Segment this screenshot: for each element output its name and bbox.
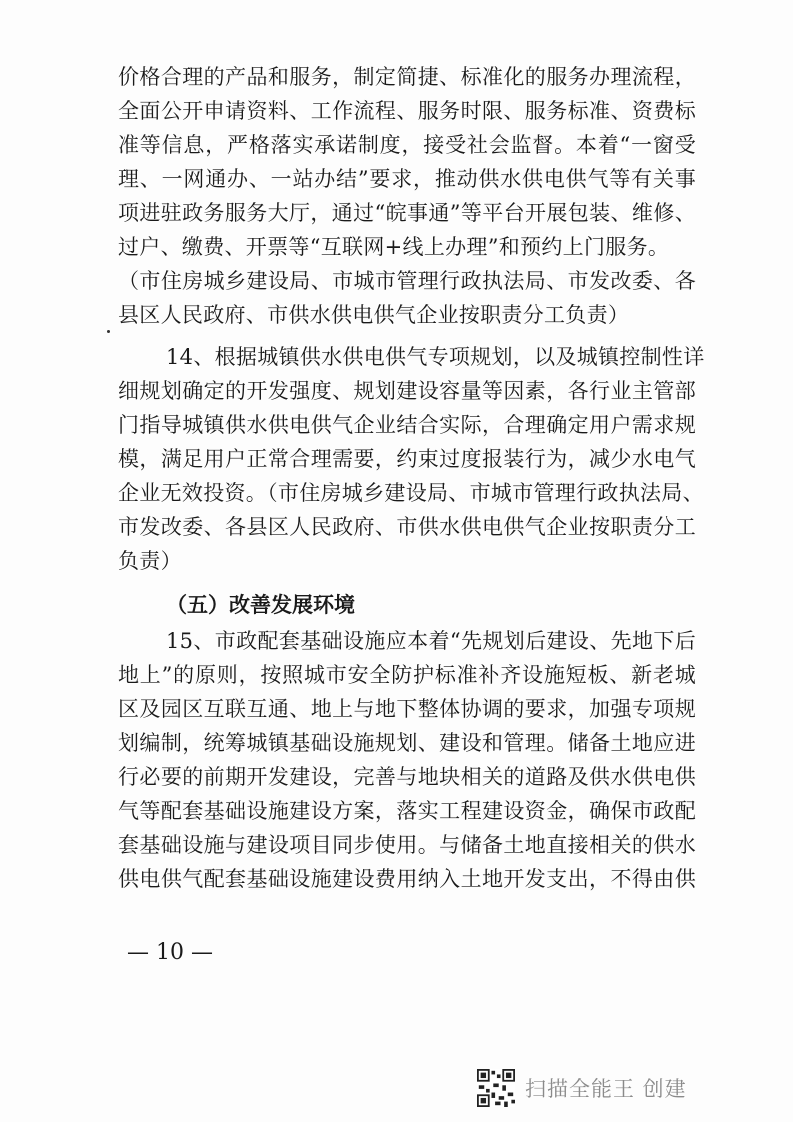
text-line: 模，满足用户正常合理需要，约束过度报装行为，减少水电气 (118, 447, 696, 471)
paragraph-15 (118, 624, 696, 896)
text-line: 15、市政配套基础设施应本着“先规划后建设、先地下后 (166, 629, 696, 653)
qr-code-icon (477, 1069, 515, 1107)
text-line: 气等配套基础设施建设方案，落实工程建设资金，确保市政配 (118, 799, 696, 823)
text-line: 企业无效投资。（市住房城乡建设局、市城市管理行政执法局、 (118, 481, 704, 505)
text-line: 细规划确定的开发强度、规划建设容量等因素，各行业主管部 (118, 379, 696, 403)
text-line: （市住房城乡建设局、市城市管理行政执法局、市发改委、各 (118, 269, 696, 293)
watermark-text: 扫描全能王 创建 (525, 1077, 687, 1101)
text-line: 行必要的前期开发建设，完善与地块相关的道路及供水供电供 (118, 765, 696, 789)
section-heading: （五）改善发展环境 (166, 593, 355, 617)
text-line: 14、根据城镇供水供电供气专项规划，以及城镇控制性详 (166, 345, 705, 369)
text-line: 过户、缴费、开票等“互联网+线上办理”和预约上门服务。 (118, 235, 670, 259)
section-heading-block (118, 588, 696, 622)
text-line: 负责） (118, 549, 182, 573)
text-line: 套基础设施与建设项目同步使用。与储备土地直接相关的供水 (118, 833, 696, 857)
text-line: 门指导城镇供水供电供气企业结合实际，合理确定用户需求规 (118, 413, 696, 437)
text-block-1 (118, 60, 696, 332)
text-line: 理、一网通办、一站办结”要求，推动供水供电供气等有关事 (118, 167, 696, 191)
text-line: 地上”的原则，按照城市安全防护标准补齐设施短板、新老城 (118, 663, 696, 687)
text-line: 全面公开申请资料、工作流程、服务时限、服务标准、资费标 (118, 99, 696, 123)
text-line: 县区人民政府、市供水供电供气企业按职责分工负责） (118, 303, 630, 327)
paragraph-14 (118, 340, 705, 578)
text-line: 准等信息，严格落实承诺制度，接受社会监督。本着“一窗受 (118, 133, 696, 157)
text-line: 供电供气配套基础设施建设费用纳入土地开发支出，不得由供 (118, 867, 696, 891)
text-line: 划编制，统筹城镇基础设施规划、建设和管理。储备土地应进 (118, 731, 696, 755)
page-number: — 10 — (127, 940, 213, 965)
scanner-watermark (477, 1068, 727, 1108)
text-line: 价格合理的产品和服务，制定简捷、标准化的服务办理流程， (118, 65, 696, 89)
text-line: 项进驻政务服务大厅，通过“皖事通”等平台开展包装、维修、 (118, 201, 696, 225)
text-line: 区及园区互联互通、地上与地下整体协调的要求，加强专项规 (118, 697, 696, 721)
text-line: 市发改委、各县区人民政府、市供水供电供气企业按职责分工 (118, 515, 696, 539)
scan-speck (107, 330, 110, 333)
